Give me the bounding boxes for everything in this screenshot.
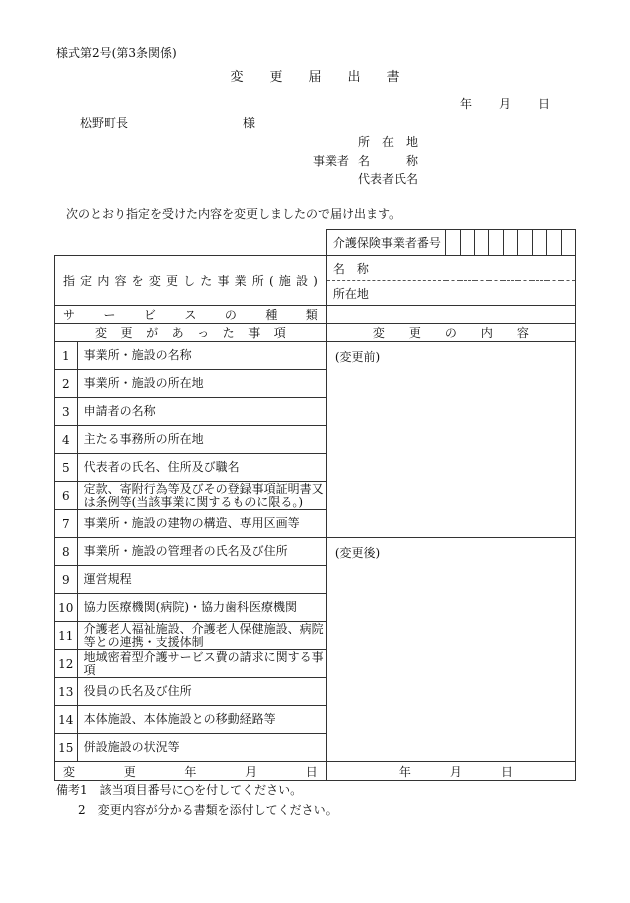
provider-number-box-4[interactable] xyxy=(489,230,503,256)
note-1: 備考1 該当項目番号に○を付してください。 xyxy=(56,783,303,797)
item-label: 協力医療機関(病院)・協力歯科医療機関 xyxy=(77,594,326,622)
item-number[interactable]: 8 xyxy=(55,538,78,566)
date-day: 日 xyxy=(537,97,550,111)
after-label: (変更後) xyxy=(334,546,381,560)
business-address-label: 所 在 地 xyxy=(358,135,419,149)
item-label: 事業所・施設の管理者の氏名及び住所 xyxy=(77,538,326,566)
item-number[interactable]: 5 xyxy=(55,454,78,482)
item-label: 主たる事務所の所在地 xyxy=(77,426,326,454)
change-form-table xyxy=(54,229,576,781)
date-month: 月 xyxy=(498,97,511,111)
item-number[interactable]: 9 xyxy=(55,566,78,594)
item-label: 本体施設、本体施設との移動経路等 xyxy=(77,706,326,734)
service-type-field[interactable] xyxy=(326,306,575,324)
addressee: 松野町長 xyxy=(80,116,129,130)
item-number[interactable]: 3 xyxy=(55,398,78,426)
provider-number-label: 介護保険事業者番号 xyxy=(326,230,445,256)
form-number: 様式第2号(第3条関係) xyxy=(56,46,177,60)
item-number[interactable]: 2 xyxy=(55,370,78,398)
note-2: 2 変更内容が分かる書類を添付してください。 xyxy=(78,803,338,817)
before-label: (変更前) xyxy=(334,350,381,364)
business-label: 事業者 xyxy=(313,154,350,168)
item-number[interactable]: 14 xyxy=(55,706,78,734)
item-label: 地域密着型介護サービス費の請求に関する事項 xyxy=(77,650,326,678)
item-number[interactable]: 13 xyxy=(55,678,78,706)
item-number[interactable]: 15 xyxy=(55,734,78,762)
office-label: 指定内容を変更した事業所(施設) xyxy=(55,256,327,306)
item-label: 役員の氏名及び住所 xyxy=(77,678,326,706)
item-label: 併設施設の状況等 xyxy=(77,734,326,762)
item-label: 事業所・施設の建物の構造、専用区画等 xyxy=(77,510,326,538)
office-address-label[interactable]: 所在地 xyxy=(326,281,575,306)
provider-number-box-6[interactable] xyxy=(518,230,532,256)
change-content-header: 変 更 の 内 容 xyxy=(326,324,575,342)
provider-number-box-7[interactable] xyxy=(532,230,546,256)
provider-number-box-2[interactable] xyxy=(460,230,474,256)
item-label: 代表者の氏名、住所及び職名 xyxy=(77,454,326,482)
item-label: 事業所・施設の所在地 xyxy=(77,370,326,398)
submission-date xyxy=(460,95,550,112)
service-type-label: サービスの種類 xyxy=(55,306,327,324)
business-rep-label: 代表者氏名 xyxy=(358,172,419,186)
office-name-label[interactable]: 名 称 xyxy=(326,256,575,281)
item-number[interactable]: 1 xyxy=(55,342,78,370)
item-number[interactable]: 11 xyxy=(55,622,78,650)
item-number[interactable]: 6 xyxy=(55,482,78,510)
item-number[interactable]: 7 xyxy=(55,510,78,538)
addressee-honorific: 様 xyxy=(243,116,256,130)
business-fields xyxy=(358,133,418,189)
item-number[interactable]: 12 xyxy=(55,650,78,678)
provider-number-box-8[interactable] xyxy=(547,230,561,256)
change-date-field[interactable] xyxy=(326,762,575,781)
provider-number-box-5[interactable] xyxy=(503,230,517,256)
item-label: 運営規程 xyxy=(77,566,326,594)
provider-number-box-9[interactable] xyxy=(561,230,576,256)
after-change-field[interactable] xyxy=(326,538,575,762)
item-number[interactable]: 10 xyxy=(55,594,78,622)
change-date-day: 日 xyxy=(500,764,513,779)
business-name-label: 名 称 xyxy=(358,153,419,168)
item-number[interactable]: 4 xyxy=(55,426,78,454)
before-change-field[interactable] xyxy=(326,342,575,538)
changed-items-header: 変更があった事項 xyxy=(55,324,327,342)
intro-text: 次のとおり指定を受けた内容を変更しましたので届け出ます。 xyxy=(66,207,402,221)
item-label: 申請者の名称 xyxy=(77,398,326,426)
item-label: 定款、寄附行為等及びその登録事項証明書又は条例等(当該事業に関するものに限る。) xyxy=(77,482,326,510)
change-date-month: 月 xyxy=(449,764,462,779)
provider-number-box-3[interactable] xyxy=(475,230,489,256)
provider-number-box-1[interactable] xyxy=(446,230,460,256)
item-label: 事業所・施設の名称 xyxy=(77,342,326,370)
change-date-label: 変更年月日 xyxy=(55,762,327,781)
date-year: 年 xyxy=(460,97,473,111)
item-label: 介護老人福祉施設、介護老人保健施設、病院等との連携・支援体制 xyxy=(77,622,326,650)
document-title: 変 更 届 出 書 xyxy=(230,70,400,85)
change-date-year: 年 xyxy=(398,764,411,779)
